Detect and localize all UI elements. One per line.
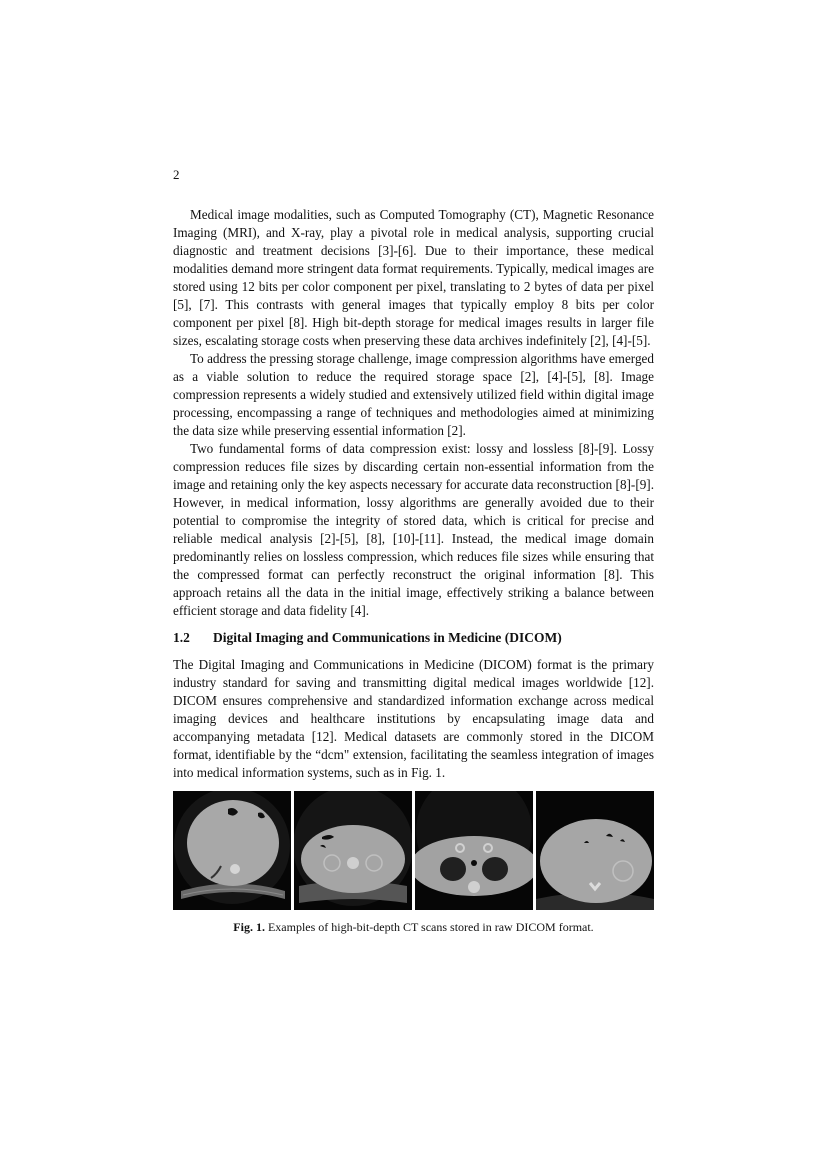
- page-number: 2: [173, 167, 180, 182]
- ct-scan-image: [536, 791, 654, 910]
- ct-scan-image: [415, 791, 533, 910]
- figure-caption-text: Examples of high-bit-depth CT scans stored in raw DICOM format.: [264, 920, 594, 934]
- section-title: Digital Imaging and Communications in Medicine (DICOM): [213, 630, 562, 645]
- figure-label: Fig. 1.: [233, 920, 265, 934]
- section-heading: [173, 630, 562, 646]
- section-body: [173, 206, 654, 620]
- figure-ct-scans: [173, 791, 654, 910]
- ct-scan-image: [294, 791, 412, 910]
- figure-caption: [173, 920, 654, 935]
- paragraph: The Digital Imaging and Communications in Medicine (DICOM) format is the primary industry standard for saving and transmitting digital medical images worldwide [12]. DICOM ensures comprehensive and standardized information exchange across medical imaging devices and healthcare institutions by encapsulating image data and accompanying metadata [12]. Medical datasets are commonly stored in the DICOM format, identifiable by the “dcm" extension, facilitating the seamless integration of images into medical information systems, such as in Fig. 1.: [173, 657, 654, 780]
- ct-scan-image: [173, 791, 291, 910]
- section-body: [173, 656, 654, 782]
- paragraph: To address the pressing storage challenge, image compression algorithms have emerged as a viable solution to reduce the required storage space [2], [4]-[5], [8]. Image compression represents a widely studied and extensively utilized field within digital image processing, encompassing a range of techniques and methodologies aimed at minimizing the data size while preserving essential information [2].: [173, 351, 654, 438]
- paragraph: Two fundamental forms of data compression exist: lossy and lossless [8]-[9]. Lossy compression reduces file sizes by discarding certain non-essential information from the image and retaining only the key aspects necessary for accurate data reconstruction [8]-[9]. However, in medical information, lossy algorithms are generally avoided due to their potential to compromise the integrity of stored data, which is critical for precise and reliable medical analysis [2]-[5], [8], [10]-[11]. Instead, the medical image domain predominantly relies on lossless compression, which reduces file sizes while ensuring that the compressed format can perfectly reconstruct the original information [8]. This approach retains all the data in the initial image, effectively striking a balance between efficient storage and data fidelity [4].: [173, 441, 654, 618]
- section-number: 1.2: [173, 630, 190, 645]
- paragraph: Medical image modalities, such as Computed Tomography (CT), Magnetic Resonance Imaging (MRI), and X-ray, play a pivotal role in medical analysis, supporting crucial diagnostic and treatment decisions [3]-[6]. Due to their importance, these medical modalities demand more stringent data format requirements. Typically, medical images are stored using 12 bits per color component per pixel, translating to 2 bytes of data per pixel [5], [7]. This contrasts with general images that typically employ 8 bits per color component per pixel [8]. High bit-depth storage for medical images results in larger file sizes, escalating storage costs when preserving these data archives indefinitely [2], [4]-[5].: [173, 207, 654, 348]
